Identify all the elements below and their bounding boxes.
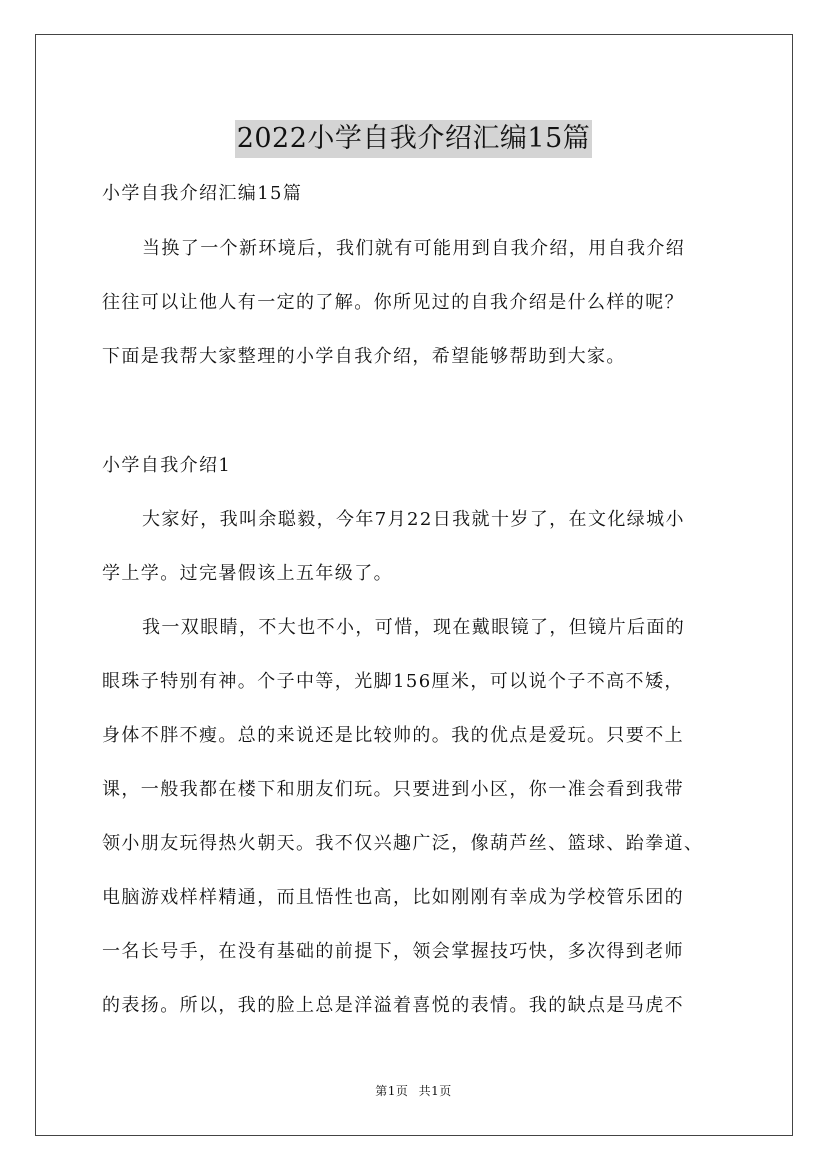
page-number: 第1页 xyxy=(375,1084,409,1098)
para2-line-4: 课，一般我都在楼下和朋友们玩。只要进到小区，你一准会看到我带 xyxy=(102,779,684,800)
intro-line-3: 下面是我帮大家整理的小学自我介绍，希望能够帮助到大家。 xyxy=(102,346,626,367)
para2-line-8: 的表扬。所以，我的脸上总是洋溢着喜悦的表情。我的缺点是马虎不 xyxy=(102,995,684,1016)
document-title: 2022小学自我介绍汇编15篇 xyxy=(235,120,593,158)
section-heading: 小学自我介绍1 xyxy=(102,455,232,476)
page-footer xyxy=(0,1083,827,1099)
para2-line-6: 电脑游戏样样精通，而且悟性也高，比如刚刚有幸成为学校管乐团的 xyxy=(102,887,684,908)
document-subtitle: 小学自我介绍汇编15篇 xyxy=(102,183,303,204)
para2-line-5: 领小朋友玩得热火朝天。我不仅兴趣广泛，像葫芦丝、篮球、跆拳道、 xyxy=(102,833,704,854)
para2-line-1: 我一双眼睛，不大也不小，可惜，现在戴眼镜了，但镜片后面的 xyxy=(142,617,686,638)
title-container xyxy=(0,102,827,176)
para2-line-2: 眼珠子特别有神。个子中等，光脚156厘米，可以说个子不高不矮， xyxy=(102,671,684,692)
intro-line-2: 往往可以让他人有一定的了解。你所见过的自我介绍是什么样的呢？ xyxy=(102,292,684,313)
page-total: 共1页 xyxy=(418,1084,452,1098)
para2-line-3: 身体不胖不瘦。总的来说还是比较帅的。我的优点是爱玩。只要不上 xyxy=(102,725,684,746)
para1-line-1: 大家好，我叫余聪毅，今年7月22日我就十岁了，在文化绿城小 xyxy=(142,509,685,530)
para2-line-7: 一名长号手，在没有基础的前提下，领会掌握技巧快，多次得到老师 xyxy=(102,941,684,962)
para1-line-2: 学上学。过完暑假该上五年级了。 xyxy=(102,563,393,584)
intro-line-1: 当换了一个新环境后，我们就有可能用到自我介绍，用自我介绍 xyxy=(142,238,686,259)
